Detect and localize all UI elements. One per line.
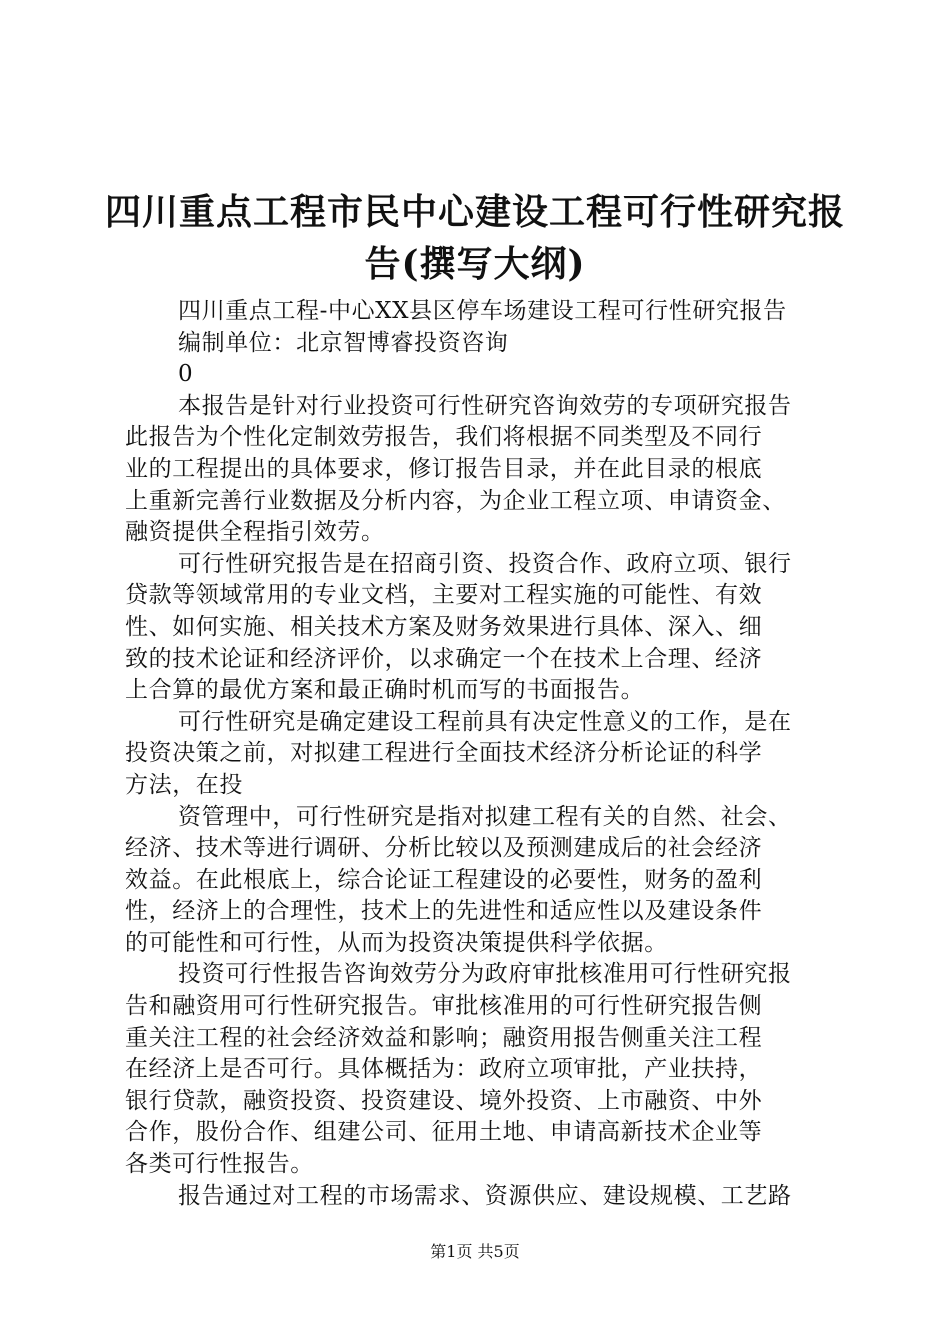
text-line: 各类可行性报告。 (125, 1151, 314, 1178)
document-title-line-2: 告(撰写大纲) (364, 243, 586, 285)
text-line: 在经济上是否可行。具体概括为：政府立项审批，产业扶持， (125, 1056, 763, 1083)
text-line: 可行性研究报告是在招商引资、投资合作、政府立项、银行 (178, 550, 792, 577)
text-line: 上合算的最优方案和最正确时机而写的书面报告。 (125, 677, 645, 704)
text-line: 本报告是针对行业投资可行性研究咨询效劳的专项研究报告 (178, 392, 792, 419)
text-line: 投资可行性报告咨询效劳分为政府审批核准用可行性研究报 (178, 961, 792, 988)
text-line: 重关注工程的社会经济效益和影响；融资用报告侧重关注工程 (125, 1024, 763, 1051)
text-line: 资管理中，可行性研究是指对拟建工程有关的自然、社会、 (178, 803, 792, 830)
text-line: 业的工程提出的具体要求，修订报告目录，并在此目录的根底 (125, 455, 763, 482)
text-line: 性、如何实施、相关技术方案及财务效果进行具体、深入、细 (125, 613, 763, 640)
text-line: 报告通过对工程的市场需求、资源供应、建设规模、工艺路 (178, 1182, 792, 1209)
text-line: 编制单位：北京智博睿投资咨询 (178, 329, 509, 356)
text-line: 性，经济上的合理性，技术上的先进性和适应性以及建设条件 (125, 898, 763, 925)
text-line: 0 (178, 361, 194, 388)
text-line: 四川重点工程-中心XX县区停车场建设工程可行性研究报告 (178, 298, 787, 324)
text-line: 的可能性和可行性，从而为投资决策提供科学依据。 (125, 929, 668, 956)
text-line: 可行性研究是确定建设工程前具有决定性意义的工作，是在 (178, 708, 792, 735)
document-title-line-1: 四川重点工程市民中心建设工程可行性研究报 (104, 191, 845, 233)
text-line: 告和融资用可行性研究报告。审批核准用的可行性研究报告侧 (125, 993, 763, 1020)
page-number: 第1页 共5页 (430, 1242, 520, 1261)
text-line: 致的技术论证和经济评价，以求确定一个在技术上合理、经济 (125, 645, 763, 672)
text-line: 贷款等领域常用的专业文档，主要对工程实施的可能性、有效 (125, 582, 763, 609)
text-line: 此报告为个性化定制效劳报告，我们将根据不同类型及不同行 (125, 424, 763, 451)
text-line: 方法，在投 (125, 771, 243, 798)
text-line: 银行贷款，融资投资、投资建设、境外投资、上市融资、中外 (125, 1087, 763, 1114)
text-line: 上重新完善行业数据及分析内容，为企业工程立项、申请资金、 (125, 487, 786, 514)
text-line: 合作，股份合作、组建公司、征用土地、申请高新技术企业等 (125, 1119, 763, 1146)
text-line: 经济、技术等进行调研、分析比较以及预测建成后的社会经济 (125, 835, 763, 862)
text-line: 投资决策之前，对拟建工程进行全面技术经济分析论证的科学 (125, 740, 763, 767)
text-line: 效益。在此根底上，综合论证工程建设的必要性，财务的盈利 (125, 866, 763, 893)
text-line: 融资提供全程指引效劳。 (125, 519, 385, 546)
document-body (125, 296, 845, 1212)
